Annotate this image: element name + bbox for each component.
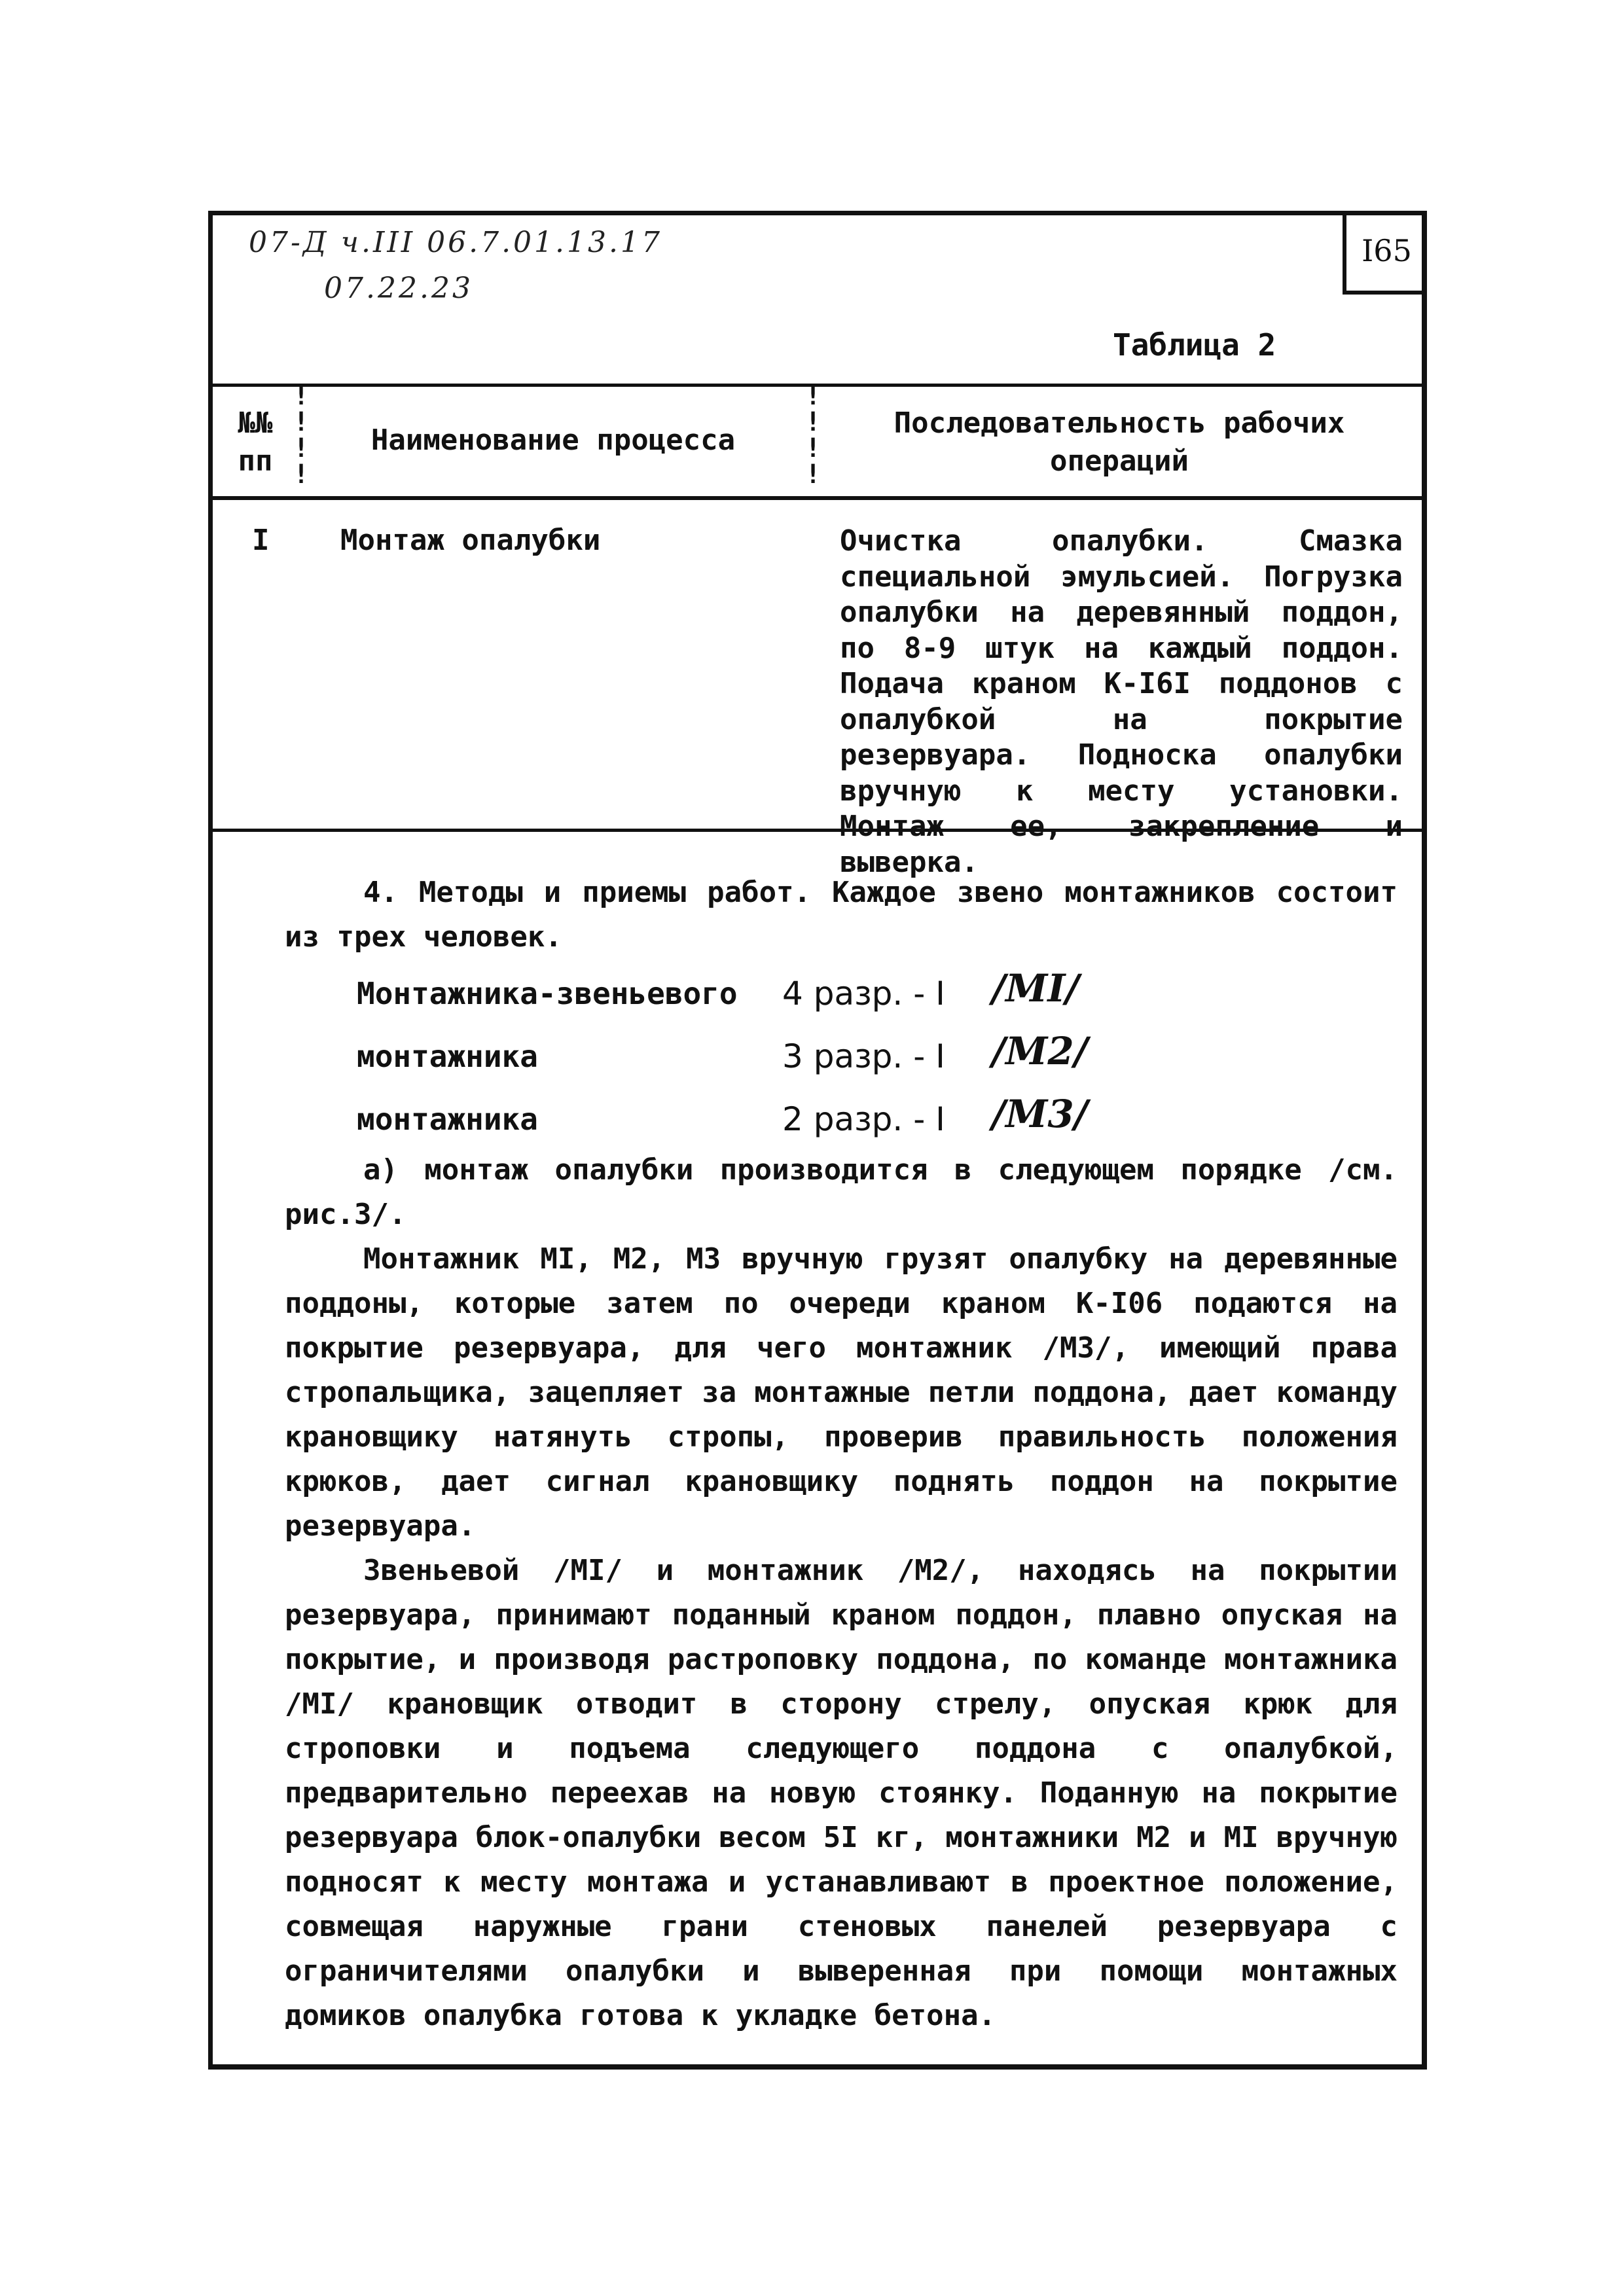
- col-separator-2: ! ! ! !: [805, 381, 821, 490]
- crew-grade: 2 разр. - I: [782, 1100, 945, 1138]
- crew-role: монтажника: [357, 1039, 538, 1074]
- paragraph-a: а) монтаж опалубки производится в следующем порядке /см. рис.3/.: [285, 1153, 1398, 1231]
- crew-code: /МI/: [992, 966, 1079, 1011]
- paragraph-2: Звеньевой /МI/ и монтажник /М2/, находясь на покрытии резервуара, принимают поданный краном поддон, плавно опуская на покрытие, и производя растроповку поддона, по команде монтажника /МI/ крановщик отводит в сторону стрелу, опуская крюк для строповки и подъема следующего поддона с опалубкой, предварительно переехав на новую стоянку. Поданную на покрытие резервуара блок-опалубки весом 5I кг, монтажники М2 и МI вручную подносят к месту монтажа и устанавливают в проектное положение, совмещая наружные грани стеновых панелей резервуара с ограничителями опалубки и выверенная при помощи монтажных домиков опалубка готова к укладке бетона.: [285, 1554, 1398, 2032]
- crew-row: [285, 1022, 1398, 1085]
- row-process: Монтаж опалубки: [340, 524, 601, 557]
- page-number: I65: [1362, 233, 1412, 268]
- crew-row: [285, 960, 1398, 1022]
- table-caption: Таблица 2: [1113, 327, 1276, 363]
- paragraph-1: Монтажник МI, М2, М3 вручную грузят опалубку на деревянные поддоны, которые затем по очереди краном К-I06 подаются на покрытие резервуара, для чего монтажник /М3/, имеющий права стропальщика, зацепляет за монтажные петли поддона, дает команду крановщику натянуть стропы, проверив правильность положения крюков, дает сигнал крановщику поднять поддон на покрытие резервуара.: [285, 1242, 1398, 1543]
- handwritten-code-2: 07.22.23: [324, 272, 473, 305]
- handwritten-code-1: 07-Д ч.III 06.7.01.13.17: [249, 226, 662, 259]
- table-header-rule: [213, 496, 1422, 500]
- crew-code: /М3/: [992, 1092, 1088, 1136]
- page-number-box: [1343, 211, 1427, 295]
- row-operations: Очистка опалубки. Смазка специальной эмульсией. Погрузка опалубки на деревянный поддон, по 8-9 штук на каждый поддон. Подача краном К-I6I поддонов с опалубкой на покрытие резервуара. Подноска опалубки вручную к месту установки. Монтаж ее, закрепление и выверка.: [840, 524, 1403, 879]
- col-process-header: Наименование процесса: [370, 423, 736, 457]
- crew-grade: 4 разр. - I: [782, 975, 945, 1013]
- col-ops-header: Последовательность рабочих операций: [893, 406, 1345, 478]
- body-text: [285, 870, 1398, 2038]
- crew-role: монтажника: [357, 1102, 538, 1137]
- methods-intro: 4. Методы и приемы работ. Каждое звено монтажников состоит из трех человек.: [285, 876, 1398, 954]
- row-number: I: [252, 524, 270, 557]
- crew-role: Монтажника-звеньевого: [357, 976, 738, 1011]
- col-separator-1: ! ! ! !: [293, 381, 310, 490]
- crew-row: [285, 1085, 1398, 1148]
- col-num-header: №№ пп: [238, 406, 273, 478]
- crew-grade: 3 разр. - I: [782, 1037, 945, 1075]
- crew-code: /М2/: [992, 1029, 1088, 1073]
